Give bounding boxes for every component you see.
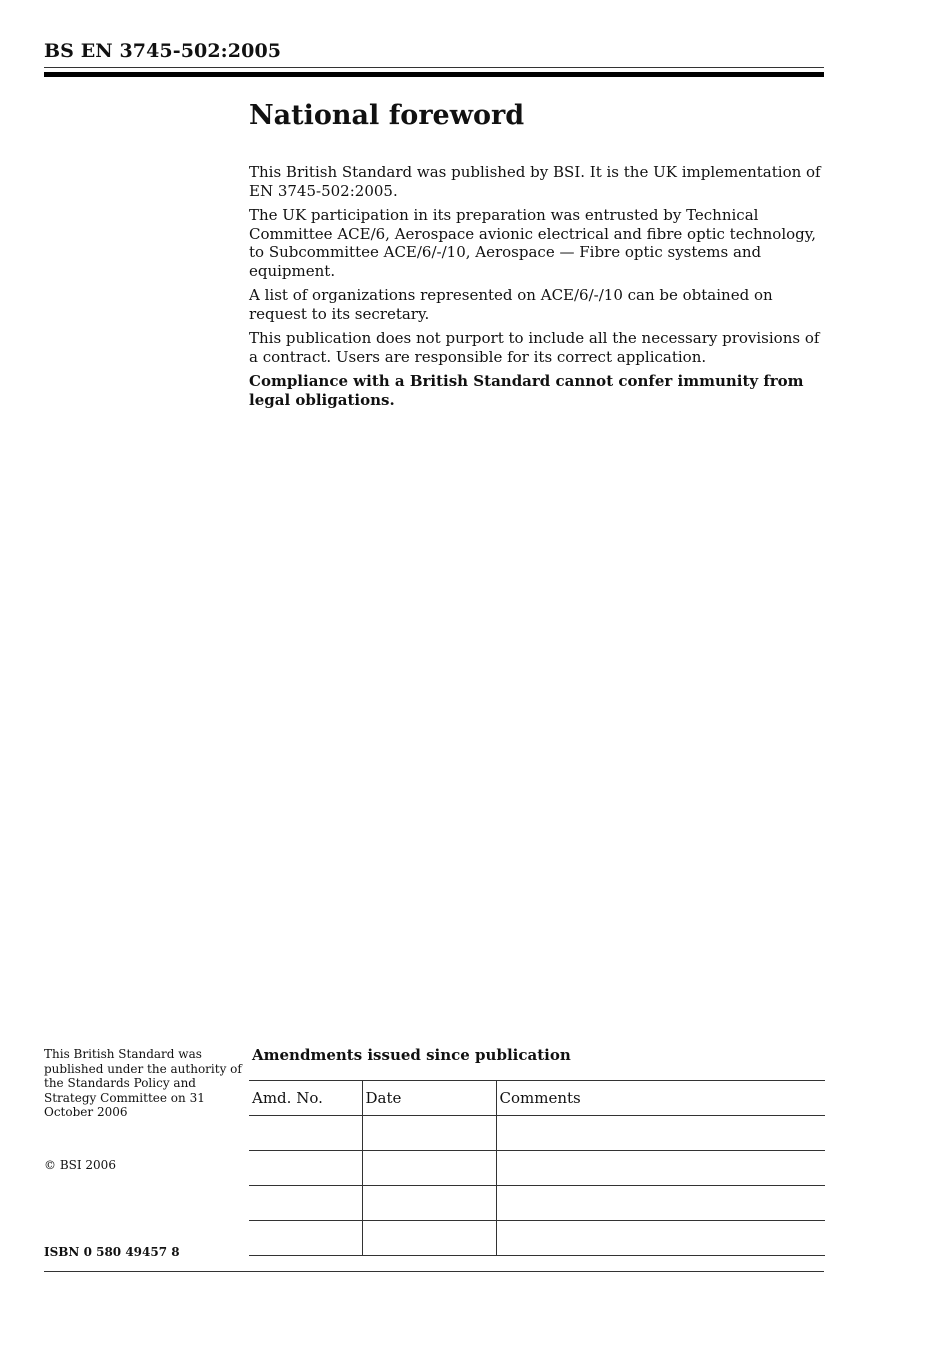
column-header-amd-no: Amd. No. (249, 1081, 362, 1116)
copyright-notice: © BSI 2006 (44, 1158, 116, 1172)
table-cell (362, 1151, 496, 1186)
table-cell (249, 1151, 362, 1186)
table-cell (496, 1186, 825, 1221)
table-header-row (249, 1081, 825, 1116)
table-cell (496, 1221, 825, 1256)
foreword-body (249, 163, 827, 415)
table-row (249, 1221, 825, 1256)
column-header-date: Date (362, 1081, 496, 1116)
table-cell (249, 1221, 362, 1256)
table-cell (496, 1151, 825, 1186)
paragraph-participation: The UK participation in its preparation was entrusted by Technical Committee ACE/6, Aerospace avionic electrical and fibre optic technology, to Subcommittee ACE/6/-/10, Aerospace — Fibre optic systems and equipment. (249, 206, 817, 280)
compliance-note: Compliance with a British Standard cannot confer immunity from legal obligations. (249, 372, 804, 409)
paragraph-publication: This British Standard was published by BSI. It is the UK implementation of EN 3745-502:2005. (249, 163, 821, 200)
header-rule-thin (44, 67, 824, 68)
paragraph-organizations: A list of organizations represented on ACE/6/-/10 can be obtained on request to its secretary. (249, 286, 773, 323)
footer-rule (44, 1271, 824, 1272)
table-cell (249, 1186, 362, 1221)
paragraph-provisions: This publication does not purport to include all the necessary provisions of a contract. Users are responsible for its correct application. (249, 329, 820, 366)
publication-authority-note: This British Standard was published under the authority of the Standards Policy and Strategy Committee on 31 October 2006 (44, 1047, 242, 1119)
amendments-table (249, 1080, 825, 1256)
table-row (249, 1151, 825, 1186)
amendments-title: Amendments issued since publication (252, 1046, 571, 1064)
column-header-comments: Comments (496, 1081, 825, 1116)
table-row (249, 1186, 825, 1221)
table-cell (496, 1116, 825, 1151)
table-cell (362, 1186, 496, 1221)
table-cell (362, 1221, 496, 1256)
table-cell (249, 1116, 362, 1151)
header-rule-thick (44, 72, 824, 77)
isbn: ISBN 0 580 49457 8 (44, 1245, 180, 1259)
document-id: BS EN 3745-502:2005 (44, 40, 282, 62)
table-row (249, 1116, 825, 1151)
table-cell (362, 1116, 496, 1151)
page-title: National foreword (249, 100, 525, 131)
